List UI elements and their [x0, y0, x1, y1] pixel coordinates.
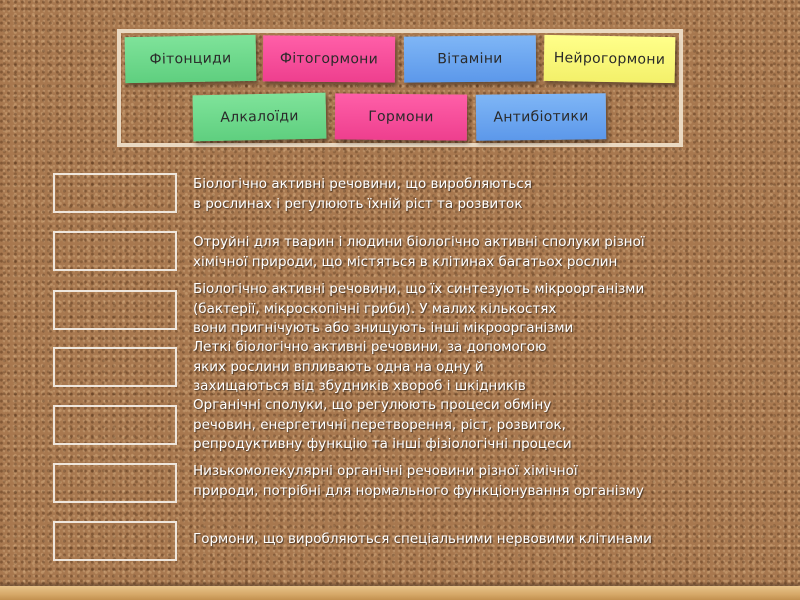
definition-line: репродуктивну функцію та інші фізіологічні процеси — [193, 436, 572, 452]
definition-7 — [193, 530, 783, 550]
drop-slot-2[interactable] — [53, 231, 177, 271]
card-antybiotyky[interactable]: Антибіотики — [476, 93, 607, 141]
definition-line: хімічної природи, що містяться в клітинах багатьох рослин — [193, 253, 618, 270]
definition-line: Біологічно активні речовини, що їх синтезують мікроорганізми — [193, 281, 645, 297]
board-frame — [0, 586, 800, 600]
card-alkaloidy[interactable]: Алкалоїди — [193, 93, 327, 142]
definition-line: в рослинах і регулюють їхній ріст та розвиток — [193, 195, 523, 212]
drop-slot-6[interactable] — [53, 463, 177, 503]
card-hormony[interactable]: Гормони — [335, 93, 467, 140]
definition-line: Низькомолекулярні органічні речовини різної хімічної — [193, 463, 578, 479]
definition-line: природи, потрібні для нормального функціонування організму — [193, 482, 644, 499]
card-vitaminy[interactable]: Вітаміни — [404, 35, 536, 82]
definition-line: захищаються від збудників хвороб і шкідників — [193, 378, 526, 394]
definition-line: (бактерії, мікроскопічні гриби). У малих кількостях — [193, 300, 557, 317]
drop-slot-5[interactable] — [53, 405, 177, 445]
definition-2 — [193, 233, 783, 272]
definition-line: Отруйні для тварин і людини біологічно активні сполуки різної — [193, 234, 645, 250]
definition-line: яких рослини впливають одна на одну й — [193, 358, 484, 375]
definition-line: Органічні сполуки, що регулюють процеси обміну — [193, 397, 552, 413]
definition-3 — [193, 280, 783, 339]
definition-line: Леткі біологічно активні речовини, за допомогою — [193, 339, 547, 355]
definition-6 — [193, 462, 783, 501]
definition-line: Гормони, що виробляються спеціальними нервовими клітинами — [193, 531, 652, 547]
drop-slot-1[interactable] — [53, 173, 177, 213]
definition-1 — [193, 175, 783, 214]
card-fitontsydy[interactable]: Фітонциди — [125, 35, 257, 83]
drop-slot-7[interactable] — [53, 521, 177, 561]
drop-slot-4[interactable] — [53, 347, 177, 387]
definition-line: речовин, енергетичні перетворення, ріст, розвиток, — [193, 416, 566, 433]
drop-slot-3[interactable] — [53, 290, 177, 330]
definition-5 — [193, 396, 783, 455]
card-fitohormony[interactable]: Фітогормони — [263, 35, 395, 82]
definition-line: Біологічно активні речовини, що виробляються — [193, 176, 532, 192]
definition-4 — [193, 338, 783, 397]
definition-line: вони пригнічують або знищують інші мікроорганізми — [193, 320, 574, 336]
card-neirohormony[interactable]: Нейрогормони — [544, 35, 676, 83]
